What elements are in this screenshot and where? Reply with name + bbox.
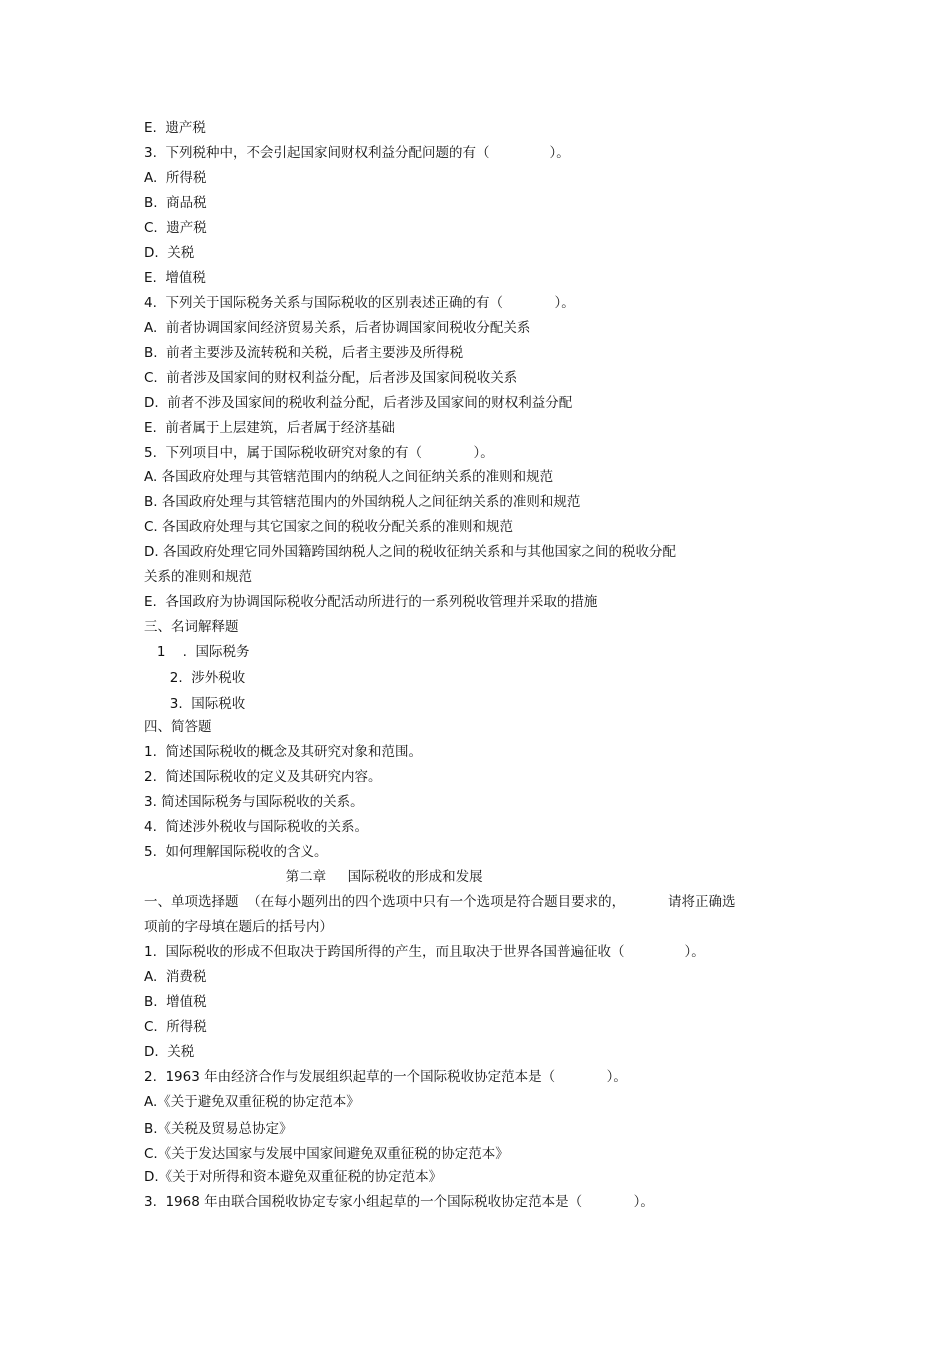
text-line: 1. 简述国际税收的概念及其研究对象和范围。 — [144, 744, 422, 760]
text-line: 5. 下列项目中，属于国际税收研究对象的有（ ）。 — [144, 445, 494, 461]
text-line: C. 前者涉及国家间的财权利益分配，后者涉及国家间税收关系 — [144, 370, 518, 386]
section-heading: 四、简答题 — [144, 719, 212, 735]
text-line: B. 前者主要涉及流转税和关税，后者主要涉及所得税 — [144, 345, 464, 361]
text-line: D. 各国政府处理它同外国籍跨国纳税人之间的税收征纳关系和与其他国家之间的税收分配 — [144, 544, 676, 560]
text-line: 项前的字母填在题后的括号内） — [144, 919, 333, 935]
text-line: B. 商品税 — [144, 195, 207, 211]
text-line: 3. 简述国际税务与国际税收的关系。 — [144, 794, 364, 810]
text-line: 1. 国际税收的形成不但取决于跨国所得的产生，而且取决于世界各国普遍征收（ ）。 — [144, 944, 705, 960]
text-line: 3. 国际税收 — [144, 696, 246, 712]
section-heading: 三、名词解释题 — [144, 619, 239, 635]
text-line: B. 增值税 — [144, 994, 207, 1010]
text-line: D. 前者不涉及国家间的税收利益分配，后者涉及国家间的财权利益分配 — [144, 395, 573, 411]
text-line: A. 消费税 — [144, 969, 207, 985]
section-heading: 一、单项选择题 （在每小题列出的四个选项中只有一个选项是符合题目要求的， 请将正确选 — [144, 894, 736, 910]
text-line: 2. 简述国际税收的定义及其研究内容。 — [144, 769, 382, 785]
text-line: C. 遗产税 — [144, 220, 207, 236]
text-line: 关系的准则和规范 — [144, 569, 252, 585]
chapter-heading: 第二章 国际税收的形成和发展 — [144, 869, 483, 885]
text-line: E. 增值税 — [144, 270, 206, 286]
text-line: 2. 涉外税收 — [144, 670, 246, 686]
text-line: A. 前者协调国家间经济贸易关系，后者协调国家间税收分配关系 — [144, 320, 531, 336]
text-line: D. 关税 — [144, 245, 195, 261]
text-line: E. 各国政府为协调国际税收分配活动所进行的一系列税收管理并采取的措施 — [144, 594, 598, 610]
text-line: 2. 1963 年由经济合作与发展组织起草的一个国际税收协定范本是（ ）。 — [144, 1069, 627, 1085]
text-line: E. 前者属于上层建筑，后者属于经济基础 — [144, 420, 395, 436]
text-line: 4. 简述涉外税收与国际税收的关系。 — [144, 819, 368, 835]
text-line: B.《关税及贸易总协定》 — [144, 1121, 293, 1137]
text-line: E. 遗产税 — [144, 120, 206, 136]
text-line: B. 各国政府处理与其管辖范围内的外国纳税人之间征纳关系的准则和规范 — [144, 494, 581, 510]
text-line: C. 所得税 — [144, 1019, 207, 1035]
text-line: 4. 下列关于国际税务关系与国际税收的区别表述正确的有（ ）。 — [144, 295, 575, 311]
text-line: 1 . 国际税务 — [144, 644, 250, 660]
text-line: D. 关税 — [144, 1044, 195, 1060]
text-line: C. 各国政府处理与其它国家之间的税收分配关系的准则和规范 — [144, 519, 514, 535]
text-line: A. 所得税 — [144, 170, 207, 186]
text-line: A. 各国政府处理与其管辖范围内的纳税人之间征纳关系的准则和规范 — [144, 469, 554, 485]
text-line: C.《关于发达国家与发展中国家间避免双重征税的协定范本》 — [144, 1146, 509, 1162]
text-line: A.《关于避免双重征税的协定范本》 — [144, 1094, 360, 1110]
text-line: D.《关于对所得和资本避免双重征税的协定范本》 — [144, 1169, 443, 1185]
text-line: 3. 1968 年由联合国税收协定专家小组起草的一个国际税收协定范本是（ ）。 — [144, 1194, 654, 1210]
text-line: 5. 如何理解国际税收的含义。 — [144, 844, 328, 860]
text-line: 3. 下列税种中，不会引起国家间财权利益分配问题的有（ ）。 — [144, 145, 570, 161]
